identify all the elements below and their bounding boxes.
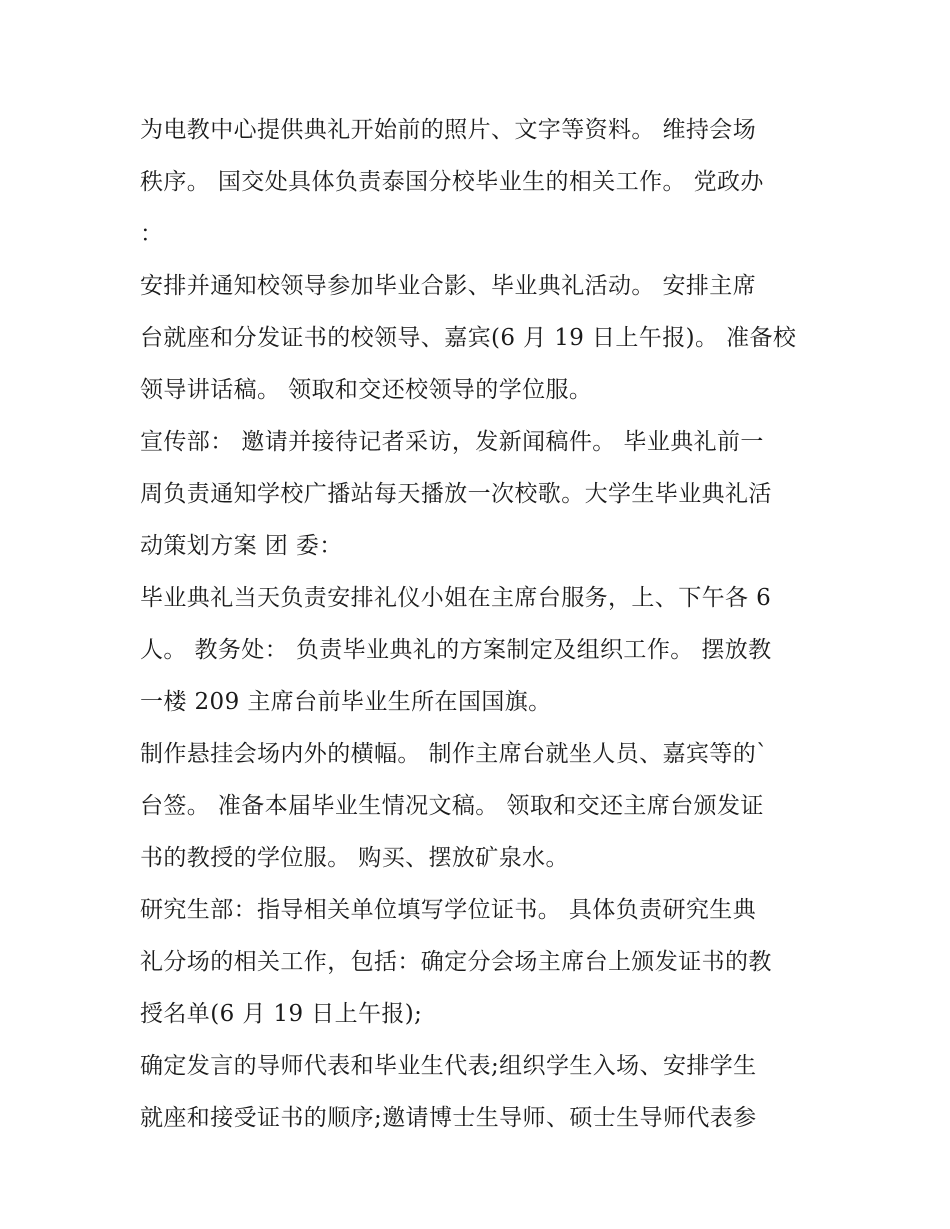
text-line: 秩序。 国交处具体负责泰国分校毕业生的相关工作。 党政办 <box>140 169 764 195</box>
text-line: 台就座和分发证书的校领导、嘉宾(6 月 19 日上午报)。 准备校 <box>140 325 797 351</box>
text-line: 毕业典礼当天负责安排礼仪小姐在主席台服务，上、下午各 6 <box>140 585 772 611</box>
text-line: 礼分场的相关工作，包括：确定分会场主席台上颁发证书的教 <box>140 949 772 975</box>
text-line: 台签。 准备本届毕业生情况文稿。 领取和交还主席台颁发证 <box>140 793 764 819</box>
text-line: 一楼 209 主席台前毕业生所在国国旗。 <box>140 689 552 715</box>
text-line: 安排并通知校领导参加毕业合影、毕业典礼活动。 安排主席 <box>140 273 757 299</box>
text-line: 研究生部：指导相关单位填写学位证书。 具体负责研究生典 <box>140 897 757 923</box>
text-line: ： <box>140 221 164 247</box>
text-line: 授名单(6 月 19 日上午报); <box>140 1001 423 1027</box>
text-line: 书的教授的学位服。 购买、摆放矿泉水。 <box>140 845 569 871</box>
text-line: 为电教中心提供典礼开始前的照片、文字等资料。 维持会场 <box>140 117 757 143</box>
text-line: 宣传部： 邀请并接待记者采访，发新闻稿件。 毕业典礼前一 <box>140 429 764 455</box>
text-line: 人。 教务处： 负责毕业典礼的方案制定及组织工作。 摆放教 <box>140 637 772 663</box>
text-line: 周负责通知学校广播站每天播放一次校歌。大学生毕业典礼活 <box>140 481 772 507</box>
text-line: 制作悬挂会场内外的横幅。 制作主席台就坐人员、嘉宾等的` <box>140 741 769 767</box>
text-line: 确定发言的导师代表和毕业生代表;组织学生入场、安排学生 <box>140 1053 757 1079</box>
text-line: 动策划方案 团 委： <box>140 533 343 559</box>
text-line: 领导讲话稿。 领取和交还校领导的学位服。 <box>140 377 593 403</box>
text-line: 就座和接受证书的顺序;邀请博士生导师、硕士生导师代表参 <box>140 1105 757 1131</box>
document-body <box>140 104 830 1144</box>
